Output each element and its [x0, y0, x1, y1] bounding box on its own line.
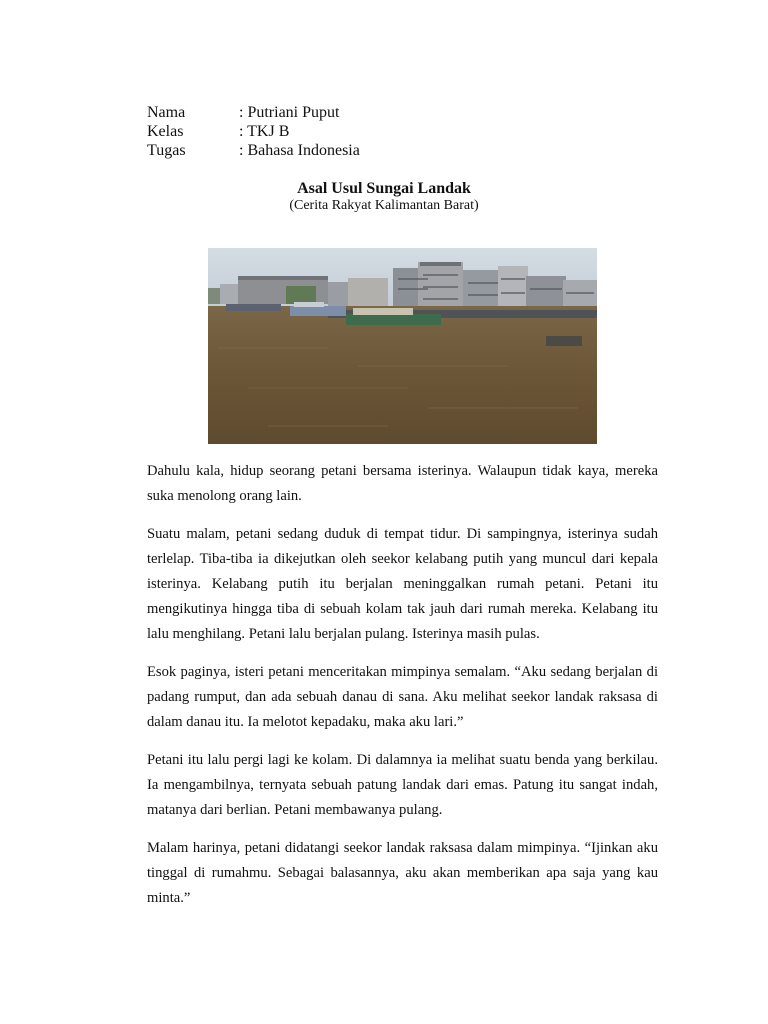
- info-row-tugas: [147, 141, 360, 160]
- paragraph: Esok paginya, isteri petani menceritakan mimpinya semalam. “Aku sedang berjalan di padang rumput, dan ada sebuah danau di sana. Aku melihat seekor landak raksasa di dalam danau itu. Ia melotot kepadaku, maka aku lari.”: [147, 664, 658, 730]
- paragraph: Dahulu kala, hidup seorang petani bersama isterinya. Walaupun tidak kaya, mereka suka menolong orang lain.: [147, 463, 658, 504]
- info-value: : TKJ B: [239, 123, 290, 140]
- info-value: : Bahasa Indonesia: [239, 142, 360, 159]
- boat: [290, 306, 346, 316]
- boat: [546, 336, 582, 346]
- story-title: Asal Usul Sungai Landak: [297, 180, 471, 197]
- paragraph: Suatu malam, petani sedang duduk di tempat tidur. Di sampingnya, isterinya sudah terlelap. Tiba-tiba ia dikejutkan oleh seekor kelabang putih yang muncul dari kepala isterinya. Kelabang putih itu berjalan meninggalkan rumah petani. Petani itu mengikutinya hingga tiba di sebuah kolam tak jauh dari rumah mereka. Kelabang itu lalu menghilang. Petani lalu berjalan pulang. Isterinya masih pulas.: [147, 526, 658, 642]
- story-body: [147, 459, 658, 924]
- info-row-nama: [147, 103, 360, 122]
- info-label: Tugas: [147, 142, 186, 159]
- info-value: : Putriani Puput: [239, 104, 340, 121]
- story-subtitle: (Cerita Rakyat Kalimantan Barat): [289, 198, 479, 213]
- student-info: [147, 103, 360, 160]
- info-label: Kelas: [147, 123, 184, 140]
- paragraph: Malam harinya, petani didatangi seekor landak raksasa dalam mimpinya. “Ijinkan aku tinggal di rumahmu. Sebagai balasannya, aku akan memberikan apa saja yang kau minta.”: [147, 840, 658, 906]
- boat: [226, 304, 281, 311]
- river-water: [208, 306, 597, 444]
- river-photo-illustration: [208, 248, 597, 444]
- info-label: Nama: [147, 104, 186, 121]
- river-photo: [208, 248, 597, 444]
- boat: [346, 314, 441, 325]
- paragraph: Petani itu lalu pergi lagi ke kolam. Di dalamnya ia melihat suatu benda yang berkilau. Ia mengambilnya, ternyata sebuah patung landak dari emas. Patung itu sangat indah, matanya dari berlian. Petani membawanya pulang.: [147, 752, 658, 818]
- info-row-kelas: [147, 122, 360, 141]
